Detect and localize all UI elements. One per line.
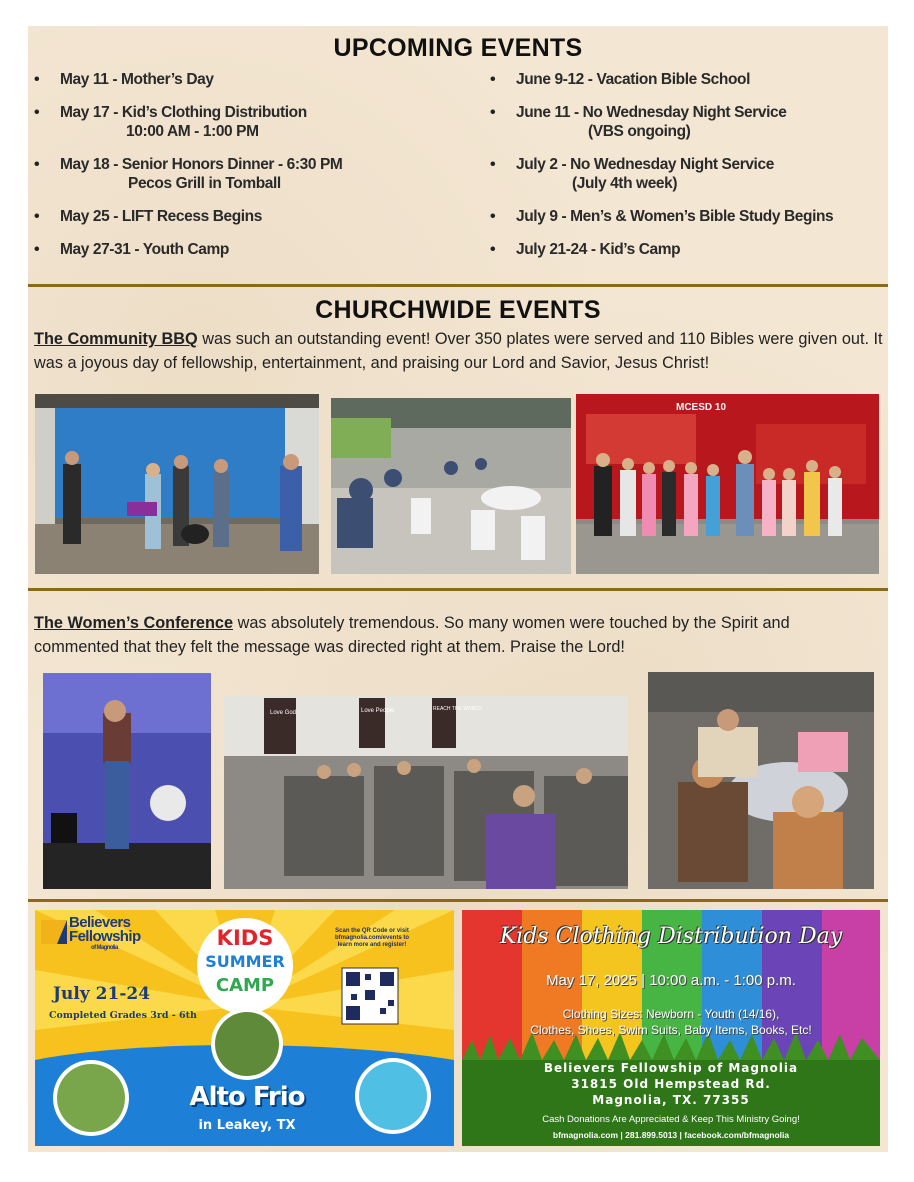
camp-org-logo: Believers Fellowship of Magnolia	[69, 914, 141, 951]
conference-table-photo	[648, 672, 874, 889]
clothing-contact: bfmagnolia.com | 281.899.5013 | facebook.com/bfmagnolia	[552, 1130, 790, 1140]
camp-title: KIDS SUMMER CAMP	[205, 926, 285, 996]
bbq-firetruck-photo	[576, 394, 879, 574]
section-divider	[28, 284, 888, 287]
clothing-address: Believers Fellowship of Magnolia 31815 Old Hempstead Rd. Magnolia, TX. 77355	[543, 1061, 799, 1107]
svg-text:Love People: Love People	[361, 708, 395, 714]
bbq-dining-photo	[331, 398, 571, 574]
event-item: • June 9-12 - Vacation Bible School	[486, 70, 833, 89]
upcoming-left-column	[30, 70, 342, 273]
camp-grades: Completed Grades 3rd - 6th	[49, 1010, 197, 1021]
clothing-sizes: Clothing Sizes: Newborn - Youth (14/16), Clothes, Shoes, Swim Suits, Baby Items, Books, Etc!	[530, 1007, 812, 1037]
svg-text:MCESD 10: MCESD 10	[676, 402, 727, 413]
bbq-paragraph: The Community BBQ was such an outstanding event! Over 350 plates were served and 110 Bibles were given out. It was a joyous day of fellowship, entertainment, and praising our Lord and Savior, Jesus Christ!	[34, 330, 883, 372]
event-item: • May 27-31 - Youth Camp	[30, 240, 342, 259]
section-divider	[28, 588, 888, 591]
event-item: • May 18 - Senior Honors Dinner - 6:30 PM Pecos Grill in Tomball	[30, 155, 342, 193]
event-item: • July 21-24 - Kid’s Camp	[486, 240, 833, 259]
newsletter-page	[28, 26, 888, 1152]
conference-speaker-photo	[43, 673, 211, 889]
event-item: • July 2 - No Wednesday Night Service (July 4th week)	[486, 155, 833, 193]
clothing-distribution-flyer[interactable]	[462, 910, 880, 1146]
churchwide-events-heading: CHURCHWIDE EVENTS	[315, 296, 601, 324]
section-divider	[28, 899, 888, 902]
svg-text:REACH THE WORLD: REACH THE WORLD	[433, 706, 482, 712]
camp-qr-caption: Scan the QR Code or visit bfmagnolia.com/events to learn more and register!	[334, 928, 409, 948]
conference-audience-photo	[224, 696, 628, 889]
camp-dates: July 21-24	[53, 984, 151, 1004]
conference-paragraph: The Women’s Conference was absolutely tremendous. So many women were touched by the Spirit and commented that they felt the message was directed right at them. Praise the Lord!	[34, 614, 790, 656]
upcoming-events-heading: UPCOMING EVENTS	[333, 34, 583, 62]
upcoming-right-column	[486, 70, 833, 273]
event-item: • May 11 - Mother’s Day	[30, 70, 342, 89]
event-item: • July 9 - Men’s & Women’s Bible Study Begins	[486, 207, 833, 226]
event-item: • June 11 - No Wednesday Night Service (VBS ongoing)	[486, 103, 833, 141]
kids-camp-flyer[interactable]	[35, 910, 454, 1146]
clothing-datetime: May 17, 2025 | 10:00 a.m. - 1:00 p.m.	[546, 972, 796, 989]
svg-text:Love God: Love God	[270, 710, 297, 716]
camp-city: in Leakey, TX	[198, 1118, 296, 1133]
clothing-title: Kids Clothing Distribution Day	[499, 924, 843, 949]
event-item: • May 25 - LIFT Recess Begins	[30, 207, 342, 226]
bbq-link[interactable]: The Community BBQ	[34, 330, 198, 348]
clothing-donations: Cash Donations Are Appreciated & Keep This Ministry Going!	[542, 1114, 800, 1125]
conference-link[interactable]: The Women’s Conference	[34, 614, 234, 632]
camp-location: Alto Frio	[189, 1082, 305, 1112]
bbq-band-photo	[35, 394, 319, 574]
event-item: • May 17 - Kid’s Clothing Distribution 10:00 AM - 1:00 PM	[30, 103, 342, 141]
